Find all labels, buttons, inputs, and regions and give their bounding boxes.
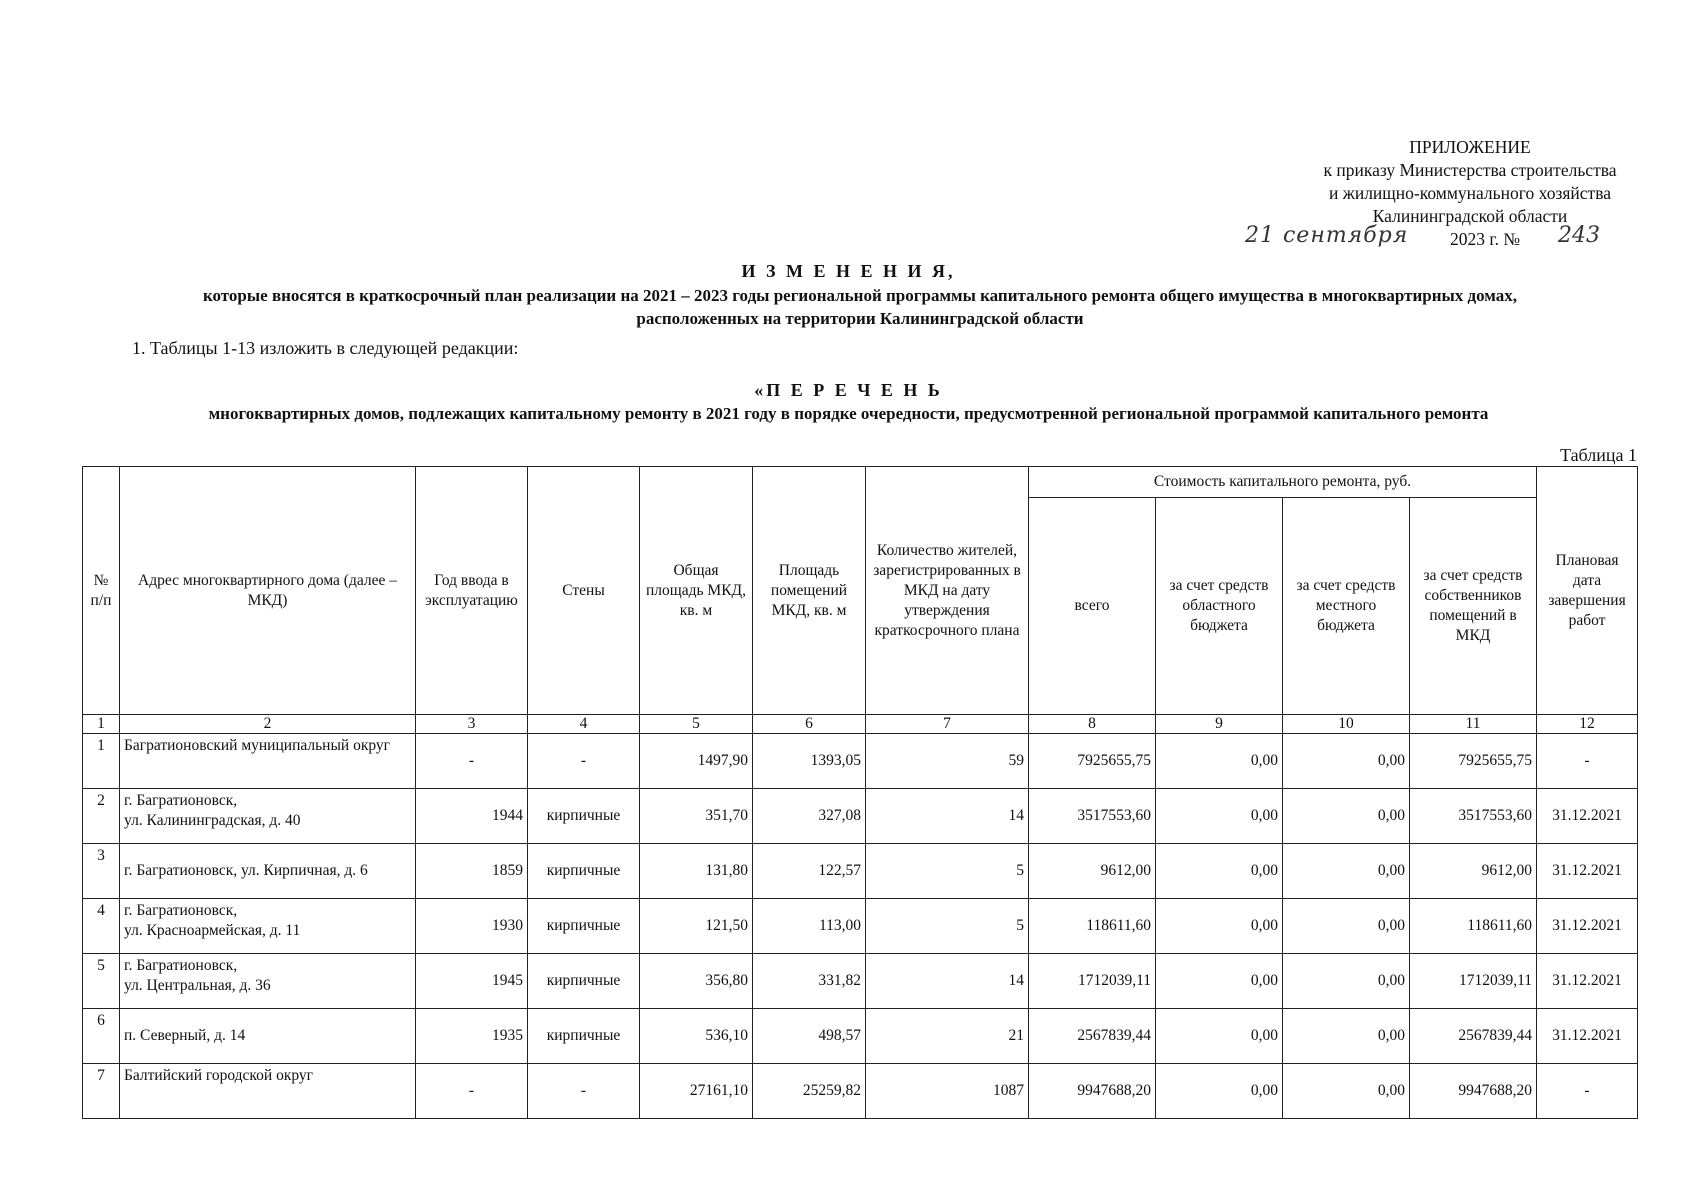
cell-address: Багратионовский муниципальный округ (120, 734, 416, 789)
appendix-line-2: и жилищно-коммунального хозяйства (1329, 183, 1611, 203)
order-date-line (1245, 223, 1660, 254)
cell-num: 6 (83, 1009, 120, 1064)
header-cost-group: Стоимость капитального ремонта, руб. (1029, 467, 1537, 498)
cell-cost-regional: 0,00 (1156, 789, 1283, 844)
appendix-title: ПРИЛОЖЕНИЕ (1409, 137, 1531, 157)
order-year: 2023 г. № (1450, 229, 1521, 249)
cell-num: 1 (83, 734, 120, 789)
cell-cost-owners: 3517553,60 (1410, 789, 1537, 844)
cell-cost-total: 1712039,11 (1029, 954, 1156, 1009)
table-row (83, 1064, 1638, 1119)
header-residents: Количество жителей, зарегистрированных в МКД на дату утверждения краткосрочного плана (866, 467, 1029, 715)
cell-total-area: 351,70 (640, 789, 753, 844)
cell-num: 5 (83, 954, 120, 1009)
table-row (83, 954, 1638, 1009)
cell-end-date: 31.12.2021 (1537, 789, 1638, 844)
cell-cost-owners: 7925655,75 (1410, 734, 1537, 789)
cell-residents: 59 (866, 734, 1029, 789)
header-address: Адрес многоквартирного дома (далее – МКД) (120, 467, 416, 715)
appendix-line-3: Калининградской области (1372, 206, 1568, 226)
cell-year: 1935 (416, 1009, 528, 1064)
cell-address: Балтийский городской округ (120, 1064, 416, 1119)
cell-num: 4 (83, 899, 120, 954)
cell-rooms-area: 1393,05 (753, 734, 866, 789)
table-row (83, 734, 1638, 789)
column-number: 7 (866, 715, 1029, 734)
column-number: 9 (1156, 715, 1283, 734)
column-number: 11 (1410, 715, 1537, 734)
cell-cost-owners: 2567839,44 (1410, 1009, 1537, 1064)
changes-subtitle-line-1: которые вносятся в краткосрочный план реализации на 2021 – 2023 годы региональной программы капитального ремонта общего имущества в многоквартирных домах, (202, 286, 1518, 305)
cell-cost-owners: 9612,00 (1410, 844, 1537, 899)
cell-address: г. Багратионовск, ул. Кирпичная, д. 6 (120, 844, 416, 899)
cell-cost-total: 9947688,20 (1029, 1064, 1156, 1119)
cell-residents: 5 (866, 844, 1029, 899)
cell-cost-regional: 0,00 (1156, 1009, 1283, 1064)
cell-walls: - (528, 1064, 640, 1119)
table-row (83, 1009, 1638, 1064)
cell-walls: - (528, 734, 640, 789)
cell-residents: 1087 (866, 1064, 1029, 1119)
cell-address: г. Багратионовск, ул. Калининградская, д. 40 (120, 789, 416, 844)
cell-cost-total: 2567839,44 (1029, 1009, 1156, 1064)
cell-num: 3 (83, 844, 120, 899)
cell-total-area: 356,80 (640, 954, 753, 1009)
cell-num: 2 (83, 789, 120, 844)
cell-walls: кирпичные (528, 899, 640, 954)
cell-end-date: - (1537, 734, 1638, 789)
cell-year: 1945 (416, 954, 528, 1009)
cell-year: 1930 (416, 899, 528, 954)
cell-cost-total: 118611,60 (1029, 899, 1156, 954)
cell-residents: 14 (866, 954, 1029, 1009)
cell-cost-local: 0,00 (1283, 844, 1410, 899)
cell-cost-local: 0,00 (1283, 899, 1410, 954)
cell-cost-local: 0,00 (1283, 734, 1410, 789)
cell-cost-total: 9612,00 (1029, 844, 1156, 899)
cell-cost-local: 0,00 (1283, 789, 1410, 844)
column-number: 1 (83, 715, 120, 734)
cell-cost-local: 0,00 (1283, 954, 1410, 1009)
item-1-text: 1. Таблицы 1-13 изложить в следующей редакции: (132, 338, 519, 358)
cell-rooms-area: 327,08 (753, 789, 866, 844)
changes-subtitle (100, 284, 1620, 330)
cell-rooms-area: 498,57 (753, 1009, 866, 1064)
cell-address: г. Багратионовск, ул. Центральная, д. 36 (120, 954, 416, 1009)
header-walls: Стены (528, 467, 640, 715)
table-row (83, 844, 1638, 899)
cell-end-date: 31.12.2021 (1537, 844, 1638, 899)
cell-residents: 14 (866, 789, 1029, 844)
cell-year: - (416, 1064, 528, 1119)
cell-num: 7 (83, 1064, 120, 1119)
cell-rooms-area: 122,57 (753, 844, 866, 899)
cell-rooms-area: 331,82 (753, 954, 866, 1009)
cell-cost-regional: 0,00 (1156, 844, 1283, 899)
column-number: 6 (753, 715, 866, 734)
handwritten-date: 21 сентября (1245, 223, 1409, 248)
repair-plan-table (82, 466, 1638, 1119)
table-label: Таблица 1 (1560, 445, 1637, 465)
column-number: 12 (1537, 715, 1638, 734)
list-title: «П Е Р Е Ч Е Н Ь (754, 380, 943, 400)
cell-cost-regional: 0,00 (1156, 1064, 1283, 1119)
table-row (83, 899, 1638, 954)
cell-cost-regional: 0,00 (1156, 899, 1283, 954)
column-number: 10 (1283, 715, 1410, 734)
cell-year: 1944 (416, 789, 528, 844)
cell-end-date: - (1537, 1064, 1638, 1119)
header-cost-regional: за счет средств областного бюджета (1156, 498, 1283, 715)
header-total-area: Общая площадь МКД, кв. м (640, 467, 753, 715)
cell-cost-total: 3517553,60 (1029, 789, 1156, 844)
column-number: 8 (1029, 715, 1156, 734)
cell-walls: кирпичные (528, 1009, 640, 1064)
table-body (83, 734, 1638, 1119)
appendix-line-1: к приказу Министерства строительства (1323, 160, 1617, 180)
cell-address: г. Багратионовск, ул. Красноармейская, д. 11 (120, 899, 416, 954)
header-cost-local: за счет средств местного бюджета (1283, 498, 1410, 715)
handwritten-order-number: 243 (1558, 223, 1600, 248)
column-number: 3 (416, 715, 528, 734)
cell-total-area: 131,80 (640, 844, 753, 899)
column-number: 4 (528, 715, 640, 734)
header-end-date: Плановая дата завершения работ (1537, 467, 1638, 715)
header-year: Год ввода в эксплуатацию (416, 467, 528, 715)
cell-total-area: 27161,10 (640, 1064, 753, 1119)
cell-cost-owners: 118611,60 (1410, 899, 1537, 954)
cell-walls: кирпичные (528, 789, 640, 844)
cell-rooms-area: 113,00 (753, 899, 866, 954)
header-num: № п/п (83, 467, 120, 715)
cell-end-date: 31.12.2021 (1537, 954, 1638, 1009)
cell-total-area: 1497,90 (640, 734, 753, 789)
cell-cost-owners: 9947688,20 (1410, 1064, 1537, 1119)
changes-subtitle-line-2: расположенных на территории Калининградской области (636, 309, 1084, 328)
list-subtitle: многоквартирных домов, подлежащих капитальному ремонту в 2021 году в порядке очередности, предусмотренной региональной программой капитального ремонта (208, 404, 1489, 423)
cell-address: п. Северный, д. 14 (120, 1009, 416, 1064)
cell-cost-regional: 0,00 (1156, 734, 1283, 789)
column-number: 2 (120, 715, 416, 734)
cell-end-date: 31.12.2021 (1537, 899, 1638, 954)
cell-year: 1859 (416, 844, 528, 899)
cell-total-area: 121,50 (640, 899, 753, 954)
cell-cost-local: 0,00 (1283, 1064, 1410, 1119)
header-cost-owners: за счет средств собственников помещений в МКД (1410, 498, 1537, 715)
header-rooms-area: Площадь помещений МКД, кв. м (753, 467, 866, 715)
header-cost-total: всего (1029, 498, 1156, 715)
cell-cost-owners: 1712039,11 (1410, 954, 1537, 1009)
cell-total-area: 536,10 (640, 1009, 753, 1064)
cell-walls: кирпичные (528, 844, 640, 899)
cell-cost-total: 7925655,75 (1029, 734, 1156, 789)
cell-residents: 21 (866, 1009, 1029, 1064)
cell-residents: 5 (866, 899, 1029, 954)
cell-cost-regional: 0,00 (1156, 954, 1283, 1009)
table-row (83, 789, 1638, 844)
appendix-block (1245, 136, 1660, 254)
cell-rooms-area: 25259,82 (753, 1064, 866, 1119)
cell-end-date: 31.12.2021 (1537, 1009, 1638, 1064)
cell-walls: кирпичные (528, 954, 640, 1009)
changes-title: И З М Е Н Е Н И Я, (741, 261, 956, 281)
cell-cost-local: 0,00 (1283, 1009, 1410, 1064)
cell-year: - (416, 734, 528, 789)
column-numbers-row (83, 715, 1638, 734)
column-number: 5 (640, 715, 753, 734)
